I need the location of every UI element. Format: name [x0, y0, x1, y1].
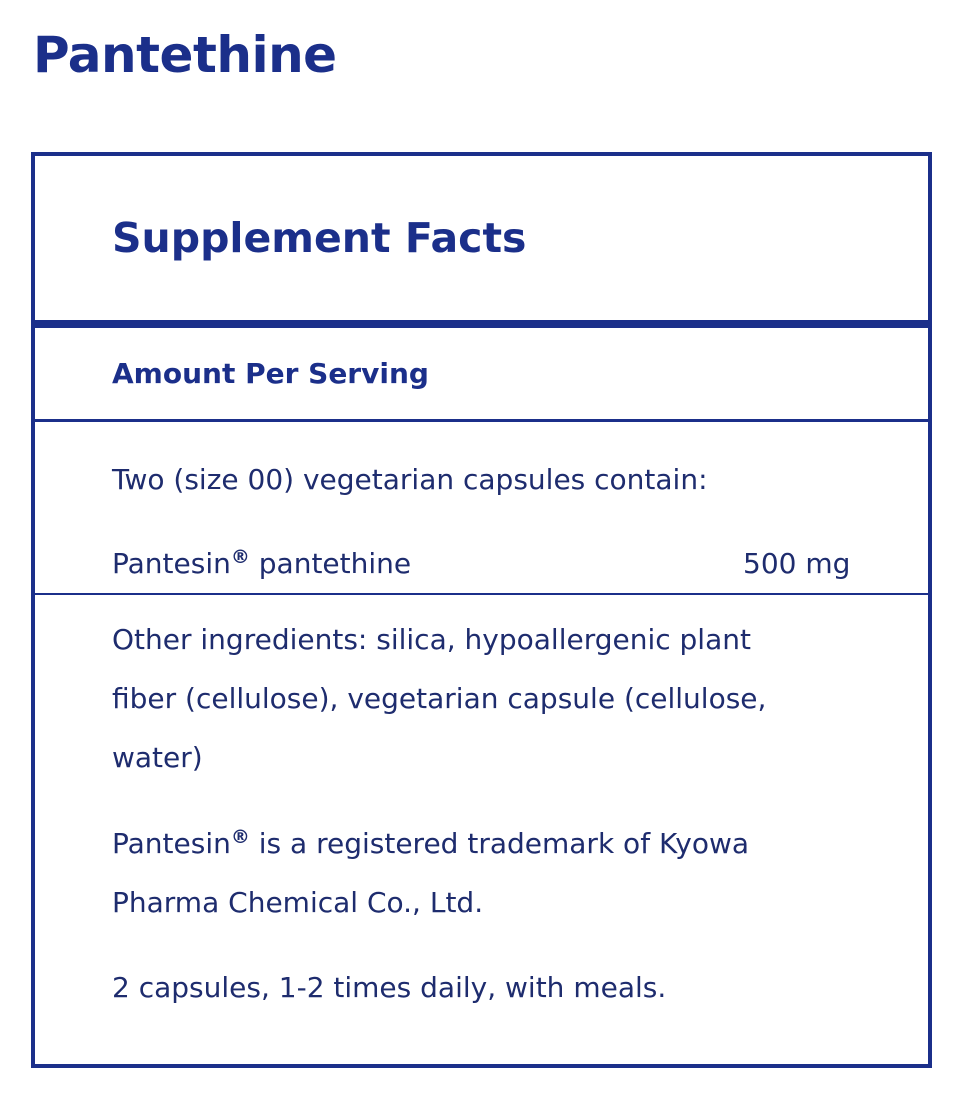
- ingredient-amount: 500 mg: [743, 547, 851, 580]
- trademark-line-1-rest: is a registered trademark of Kyowa: [249, 827, 750, 860]
- serving-intro-text: Two (size 00) vegetarian capsules contain:: [112, 463, 708, 496]
- ingredient-name-rest: pantethine: [249, 547, 412, 580]
- trademark-brand: Pantesin: [112, 827, 231, 860]
- trademark-line-1: [112, 826, 749, 862]
- ingredient-divider: [35, 593, 928, 595]
- other-ingredients-line-3: water): [112, 741, 203, 774]
- other-ingredients-line-2: fiber (cellulose), vegetarian capsule (cellulose,: [112, 682, 767, 715]
- amount-per-serving-row: [35, 328, 928, 422]
- trademark-line-2: Pharma Chemical Co., Ltd.: [112, 886, 484, 919]
- registered-mark: ®: [230, 826, 250, 848]
- amount-per-serving-label: Amount Per Serving: [112, 357, 429, 390]
- directions-text: 2 capsules, 1-2 times daily, with meals.: [112, 971, 667, 1004]
- registered-mark: ®: [230, 546, 250, 568]
- supplement-facts-heading: Supplement Facts: [112, 214, 527, 262]
- ingredient-brand: Pantesin: [112, 547, 231, 580]
- ingredient-name: [112, 546, 411, 582]
- page-title: Pantethine: [33, 26, 337, 84]
- facts-heading-row: [35, 156, 928, 328]
- supplement-facts-panel: [31, 152, 932, 1068]
- other-ingredients-line-1: Other ingredients: silica, hypoallergenic plant: [112, 623, 751, 656]
